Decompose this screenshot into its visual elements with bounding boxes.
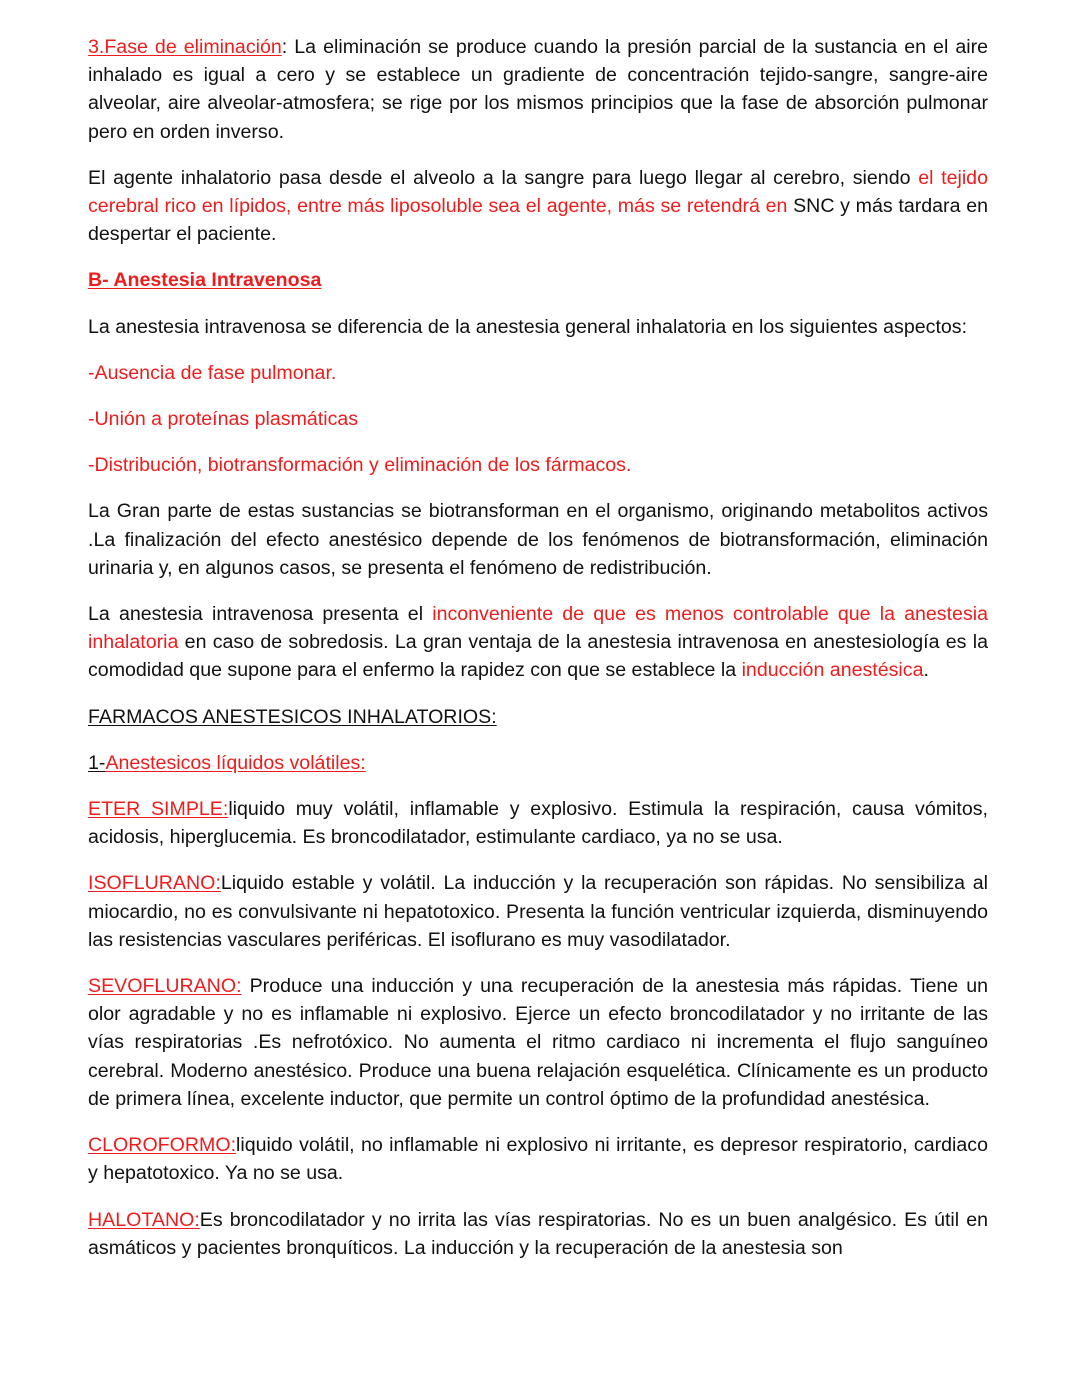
paragraph-text: SNC y más tardara en despertar el paciente. [88,195,988,246]
aspect-item-text: -Unión a proteínas plasmáticas [88,408,359,431]
drug-description: Liquido estable y volátil. La inducción y la recuperación son rápidas. No sensibiliza al miocardio, no es convulsivante ni hepatotoxico. Presenta la función ventricular izquierda, disminuyendo las resistencias vasculares periféricas. El isoflurano es muy vasodilatador. [88,872,988,951]
drug-halotano [88,1206,988,1262]
paragraph-agente-inhalatorio [88,164,988,249]
drug-name: CLOROFORMO: [88,1134,237,1157]
aspect-item [88,451,988,479]
colon: : [281,36,288,58]
highlighted-text: inconveniente de que es menos controlable que la anestesia inhalatoria [88,603,988,654]
paragraph-text: La anestesia intravenosa presenta el [88,603,433,626]
paragraph-text: . [923,659,929,682]
subheading-text: Anestesicos líquidos volátiles: [105,751,366,774]
drug-name: SEVOFLURANO: [88,975,242,998]
highlighted-text: el tejido cerebral rico en lípidos, entre más liposoluble sea el agente, más se retendrá en [88,166,988,218]
drug-description: liquido muy volátil, inflamable y explosivo. Estimula la respiración, causa vómitos, acidosis, hiperglucemia. Es broncodilatador, estimulante cardiaco, ya no se usa. [88,798,988,849]
paragraph-inconveniente [88,600,988,685]
aspect-item [88,405,988,433]
paragraph-diferencias [88,313,988,341]
drug-name: HALOTANO: [88,1208,200,1231]
aspect-item-text: -Ausencia de fase pulmonar. [88,361,337,384]
drug-sevoflurano [88,972,988,1113]
document-page [88,33,988,1280]
section-heading-anestesia-intravenosa [88,266,988,294]
drug-eter-simple [88,795,988,851]
paragraph-biotransformacion [88,497,988,582]
aspect-item [88,359,988,387]
drug-description: liquido volátil, no inflamable ni explosivo ni irritante, es depresor respiratorio, cardiaco y hepatotoxico. Ya no se usa. [88,1134,988,1185]
highlighted-text: inducción anestésica [741,659,924,682]
paragraph-text: La eliminación se produce cuando la presión parcial de la sustancia en el aire inhalado es igual a cero y se establece un gradiente de concentración tejido-sangre, sangre-aire alveolar, aire alveolar-atmosfera; se rige por los mismos principios que la fase de absorción pulmonar pero en orden inverso. [88,36,989,143]
paragraph-text: en caso de sobredosis. La gran ventaja de la anestesia intravenosa en anestesiología es la comodidad que supone para el enfermo la rapidez con que se establece la [88,631,988,682]
drug-isoflurano [88,869,988,954]
drug-name: ISOFLURANO: [88,872,221,895]
paragraph-text: La anestesia intravenosa se diferencia de la anestesia general inhalatoria en los siguientes aspectos: [88,315,968,338]
subheading-number: 1- [88,751,106,774]
heading-farmacos-inhalatorios [88,703,988,731]
section-heading-text: B- Anestesia Intravenosa [88,269,322,292]
aspect-item-text: -Distribución, biotransformación y eliminación de los fármacos. [88,454,632,477]
paragraph-text: La Gran parte de estas sustancias se biotransforman en el organismo, originando metabolitos activos .La finalización del efecto anestésico depende de los fenómenos de biotransformación, eliminación urinaria y, en algunos casos, se presenta el fenómeno de redistribución. [88,500,988,579]
paragraph-text: El agente inhalatorio pasa desde el alveolo a la sangre para luego llegar al cerebro, siendo [88,166,919,189]
drug-description: Produce una inducción y una recuperación de la anestesia más rápidas. Tiene un olor agradable y no es inflamable ni explosivo. Ejerce un efecto broncodilatador y no irritante de las vías respiratorias .Es nefrotóxico. No aumenta el ritmo cardiaco ni incrementa el flujo sanguíneo cerebral. Moderno anestésico. Produce una buena relajación esquelética. Clínicamente es un producto de primera línea, excelente inductor, que permite un control óptimo de la profundidad anestésica. [88,975,988,1110]
drug-description: Es broncodilatador y no irrita las vías respiratorias. No es un buen analgésico. Es útil en asmáticos y pacientes bronquíticos. La inducción y la recuperación de la anestesia son [88,1208,988,1259]
subheading-liquidos-volatiles [88,749,988,777]
heading-fase-eliminacion: 3.Fase de eliminación [88,36,282,58]
paragraph-fase-eliminacion [88,33,988,146]
drug-name: ETER SIMPLE: [88,798,229,821]
heading-text: FARMACOS ANESTESICOS INHALATORIOS: [88,705,497,728]
drug-cloroformo [88,1131,988,1187]
